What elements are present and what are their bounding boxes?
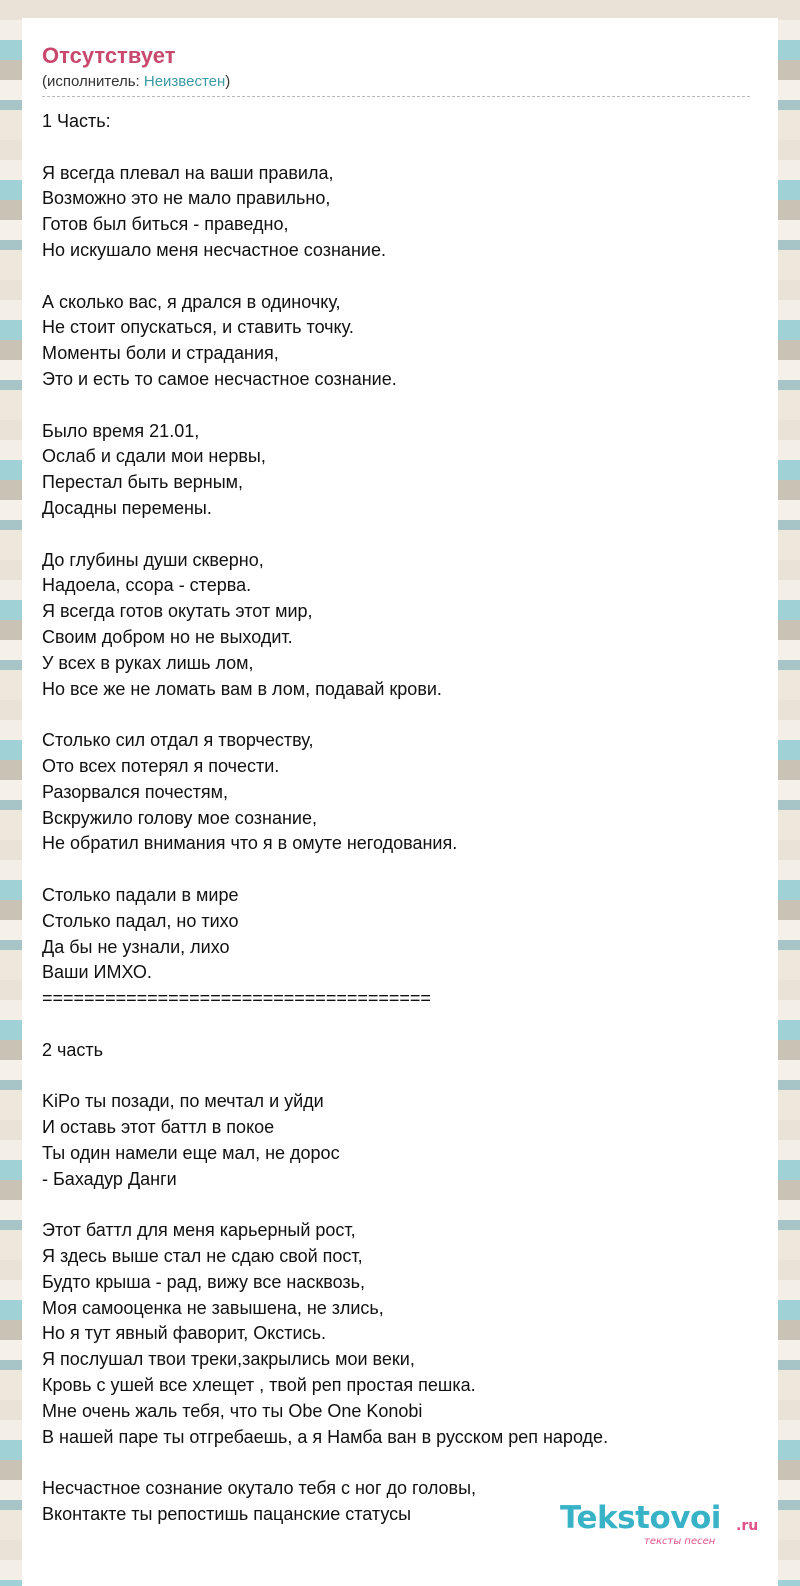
logo-domain: .ru (736, 1518, 759, 1534)
lyric-line: Но все же не ломать вам в лом, подавай крови. (42, 678, 442, 699)
blank-line (42, 1450, 758, 1476)
lyric-line: Не стоит опускаться, и ставить точку. (42, 317, 354, 338)
site-logo[interactable] (560, 1500, 770, 1550)
blank-line (42, 1012, 758, 1038)
lyric-line: Моя самооценка не завышена, не злись, (42, 1297, 384, 1318)
lyric-line: KiPo ты позади, по мечтал и уйди (42, 1091, 324, 1112)
lyric-line: Досадны перемены. (42, 497, 212, 518)
lyric-line: Будто крыша - рад, вижу все насквозь, (42, 1271, 366, 1292)
blank-line (42, 522, 758, 548)
performer-suffix: ) (225, 73, 231, 90)
lyric-line: Вскружило голову мое сознание, (42, 807, 317, 828)
song-title: Отсутствует (42, 43, 176, 68)
lyric-line: Перестал быть верным, (42, 472, 244, 493)
lyric-line: В нашей паре ты отгребаешь, а я Намба ван в русском реп народе. (42, 1426, 609, 1447)
header-divider (42, 96, 750, 97)
lyric-line: Это и есть то самое несчастное сознание. (42, 368, 397, 389)
lyric-line: И оставь этот баттл в покое (42, 1117, 275, 1138)
lyric-line: 2 часть (42, 1039, 104, 1060)
lyric-line: Ослаб и сдали мои нервы, (42, 446, 266, 467)
lyric-line: Вконтакте ты репостишь пацанские статусы (42, 1504, 412, 1525)
lyric-line: Столько падали в мире (42, 884, 239, 905)
performer-prefix: (исполнитель: (42, 73, 144, 90)
lyric-line: Но я тут явный фаворит, Окстись. (42, 1323, 326, 1344)
lyric-line: Было время 21.01, (42, 420, 200, 441)
lyric-line: Ты один намели еще мал, не дорос (42, 1142, 340, 1163)
lyric-line: Надоела, ссора - стерва. (42, 575, 252, 596)
logo-tagline: тексты песен (644, 1536, 716, 1547)
lyric-line: Этот баттл для меня карьерный рост, (42, 1220, 356, 1241)
blank-line (42, 264, 758, 290)
lyric-line: Мне очень жаль тебя, что ты Obe One Konobi (42, 1400, 423, 1421)
logo-wordmark: Tekstovoi (560, 1500, 721, 1536)
blank-line (42, 1063, 758, 1089)
lyrics-page (22, 18, 778, 1586)
lyric-line: Моменты боли и страдания, (42, 343, 279, 364)
lyric-line: А сколько вас, я дрался в одиночку, (42, 291, 341, 312)
blank-line (42, 135, 758, 161)
lyric-line: Я всегда готов окутать этот мир, (42, 601, 313, 622)
lyric-line: Я послушал твои треки,закрылись мои веки, (42, 1349, 415, 1370)
lyric-line: У всех в руках лишь лом, (42, 652, 254, 673)
blank-line (42, 1192, 758, 1218)
lyrics-text (42, 109, 758, 1528)
lyric-line: До глубины души скверно, (42, 549, 264, 570)
lyric-line: - Бахадур Данги (42, 1168, 177, 1189)
lyric-line: Столько падал, но тихо (42, 910, 239, 931)
lyric-line: Я здесь выше стал не сдаю свой пост, (42, 1246, 363, 1267)
lyric-line: Ото всех потерял я почести. (42, 755, 280, 776)
lyric-line: 1 Часть: (42, 111, 111, 131)
blank-line (42, 857, 758, 883)
lyric-line: Не обратил внимания что я в омуте негодования. (42, 833, 458, 854)
lyric-line: Ваши ИМХО. (42, 962, 152, 983)
lyric-line: Столько сил отдал я творчеству, (42, 730, 314, 751)
lyric-line: Несчастное сознание окутало тебя с ног до головы, (42, 1478, 477, 1499)
lyric-line: Да бы не узнали, лихо (42, 936, 230, 957)
lyric-line: Возможно это не мало правильно, (42, 188, 331, 209)
lyric-line: Кровь с ушей все хлещет , твой реп простая пешка. (42, 1375, 476, 1396)
performer-line (42, 72, 758, 92)
lyric-line: Разорвался почестям, (42, 781, 229, 802)
lyric-line: Но искушало меня несчастное сознание. (42, 239, 386, 260)
lyric-line: ===================================== (42, 988, 431, 1009)
lyric-line: Своим добром но не выходит. (42, 626, 293, 647)
lyric-line: Я всегда плевал на ваши правила, (42, 162, 334, 183)
blank-line (42, 393, 758, 419)
performer-link[interactable]: Неизвестен (143, 73, 226, 90)
blank-line (42, 702, 758, 728)
lyric-line: Готов был биться - праведно, (42, 214, 289, 235)
